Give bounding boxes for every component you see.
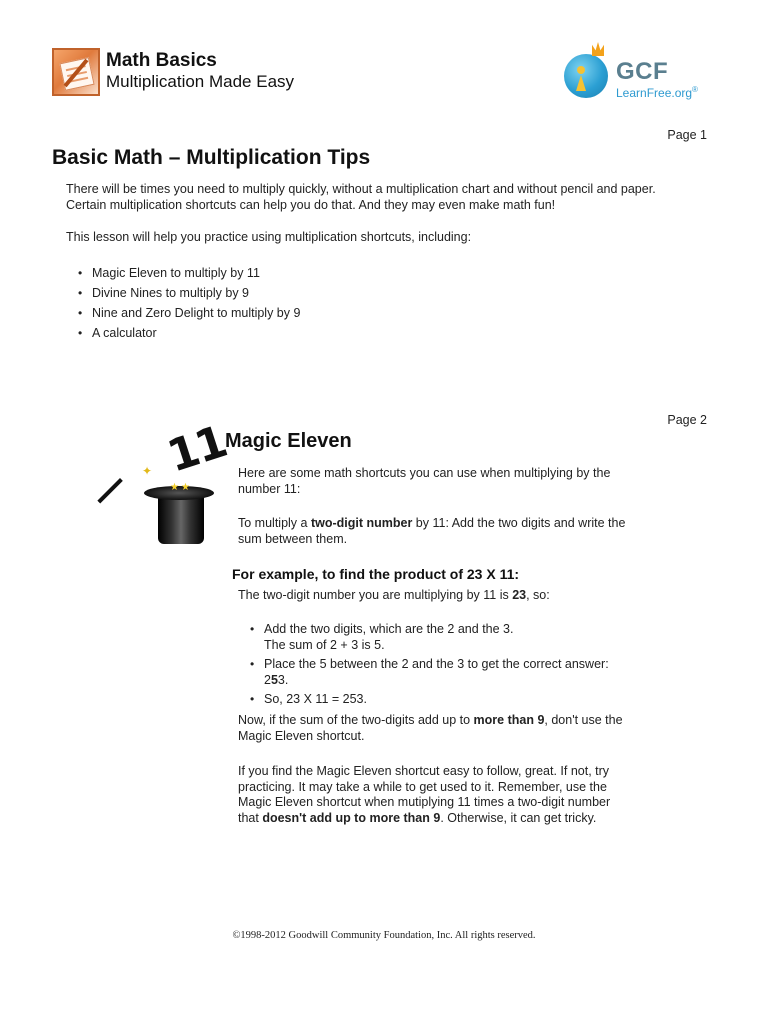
bullet-icon: • — [78, 286, 83, 300]
shortcut-list — [66, 265, 696, 345]
intro-paragraph — [66, 181, 696, 213]
warning-paragraph: Now, if the sum of the two-digits add up to more than 9, don't use the Magic Eleven shortcut. — [238, 713, 623, 743]
logo-main-text: GCF — [616, 58, 669, 85]
list-item: • Nine and Zero Delight to multiply by 9 — [78, 306, 301, 320]
bullet-icon: • — [78, 326, 83, 340]
math-basics-icon — [52, 48, 100, 96]
list-item: • Place the 5 between the 2 and the 3 to get the correct answer: 253. — [250, 657, 609, 687]
header-subtitle: Multiplication Made Easy — [106, 72, 295, 91]
bullet-icon: • — [78, 306, 83, 320]
intro-line-1: There will be times you need to multiply quickly, without a multiplication chart and without pencil and paper. — [66, 182, 656, 196]
logo-sub-text: LearnFree.org® — [616, 85, 698, 100]
intro-line-2: Certain multiplication shortcuts can help you do that. And they may even make math fun! — [66, 198, 556, 212]
document-header — [52, 48, 716, 118]
intro-section — [66, 181, 696, 345]
example-steps — [238, 622, 658, 712]
section-title: Magic Eleven — [225, 430, 352, 452]
list-item: • So, 23 X 11 = 253. — [250, 692, 367, 706]
example-heading: For example, to find the product of 23 X 11: — [232, 566, 520, 582]
header-title: Math Basics — [106, 50, 217, 71]
sparkle-icon: ✦ — [142, 464, 153, 478]
page-number-1: Page 1 — [667, 128, 707, 142]
bullet-icon: • — [250, 657, 255, 671]
copyright-footer: ©1998-2012 Goodwill Community Foundation, Inc. All rights reserved. — [232, 930, 536, 941]
eleven-graphic: 11 — [161, 416, 232, 483]
magic-wand-icon — [97, 478, 122, 503]
stars-icon: ★★ — [170, 482, 192, 493]
crown-icon — [592, 42, 604, 56]
practice-paragraph: If you find the Magic Eleven shortcut easy to follow, great. If not, try practicing. It may take a while to get used to it. Remember, use the Magic Eleven shortcut when mutiplying 11 times a two-digit number that doesn't add up to more than 9. Otherwise, it can get tricky. — [238, 764, 611, 825]
list-item: • A calculator — [78, 326, 157, 340]
bullet-icon: • — [78, 266, 83, 280]
gcf-learnfree-logo[interactable] — [564, 42, 716, 112]
bullet-icon: • — [250, 692, 255, 706]
rule-paragraph: To multiply a two-digit number by 11: Add the two digits and write the sum between them. — [238, 516, 626, 546]
page-number-2: Page 2 — [667, 413, 707, 427]
bullet-icon: • — [250, 622, 255, 636]
two-digit-emphasis: two-digit number — [310, 516, 413, 530]
person-figure-icon — [574, 66, 588, 92]
lesson-intro: This lesson will help you practice using multiplication shortcuts, including: — [66, 230, 472, 244]
list-item: • Magic Eleven to multiply by 11 — [78, 266, 260, 280]
list-item: • Divine Nines to multiply by 9 — [78, 286, 250, 300]
magic-hat-illustration — [114, 416, 232, 552]
example-intro: The two-digit number you are multiplying by 11 is 23, so: — [238, 588, 550, 602]
intro-paragraph-2: Here are some math shortcuts you can use when multiplying by the number 11: — [238, 466, 611, 496]
page-title: Basic Math – Multiplication Tips — [52, 146, 371, 169]
list-item: • Add the two digits, which are the 2 and the 3. The sum of 2 + 3 is 5. — [250, 622, 514, 652]
